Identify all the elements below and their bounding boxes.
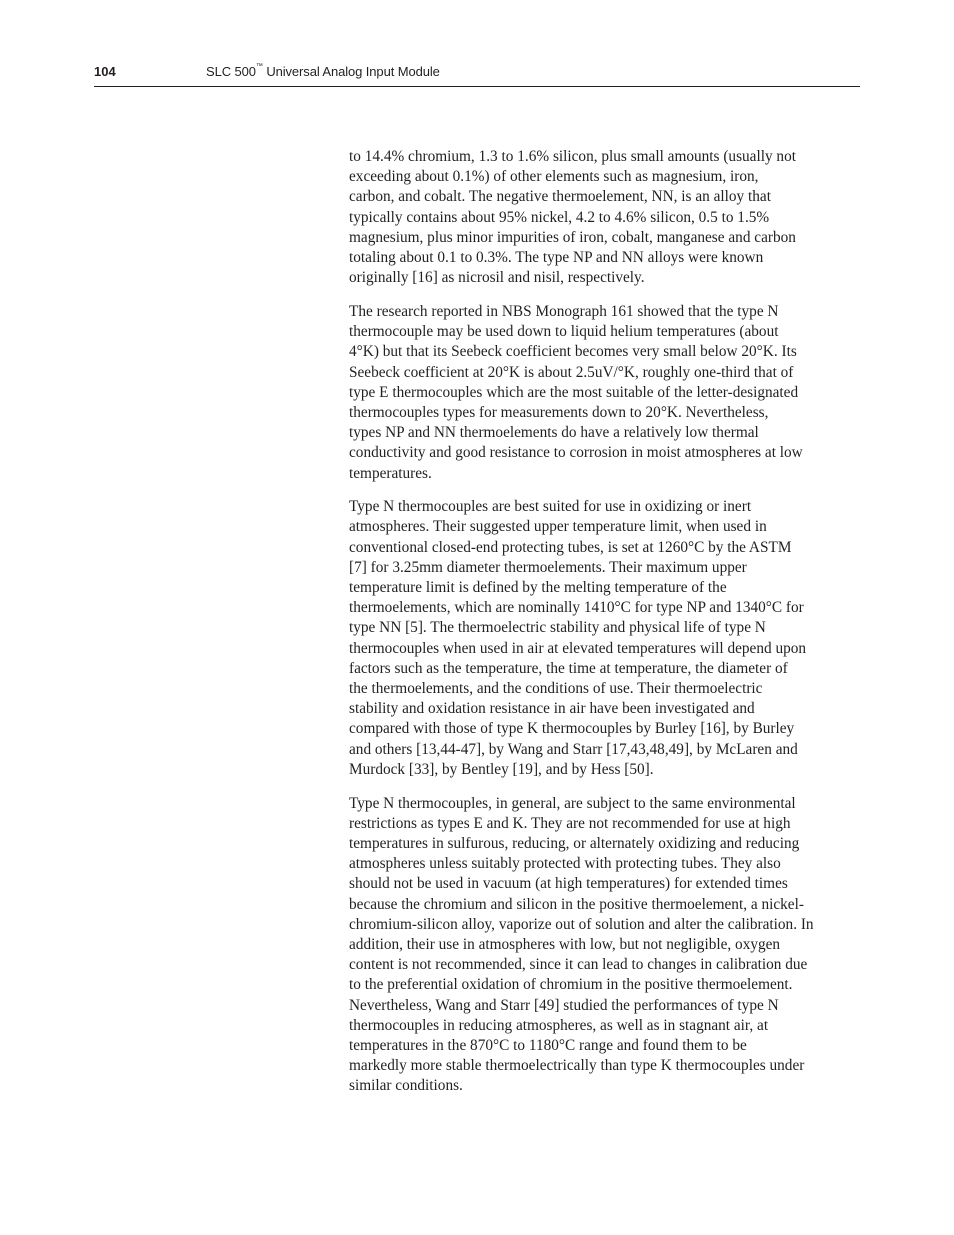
paragraph-4: Type N thermocouples, in general, are subject to the same environmental restrictions as types E and K. They are not recommended for use at high temperatures in sulfurous, reducing, or alternately oxidizing and reducing atmospheres unless suitably protected with protecting tubes. They also should not be used in vacuum (at high temperatures) for extended times because the chromium and silicon in the positive thermoelement, a nickel- chromium-silicon alloy, vaporize out of solution and alter the calibration. In addition, their use in atmospheres with low, but not negligible, oxygen content is not recommended, since it can lead to changes in calibration due to the preferential oxidation of chromium in the positive thermoelement. Nevertheless, Wang and Starr [49] studied the performances of type N thermocouples in reducing atmospheres, as well as in stagnant air, at temperatures in the 870°C to 1180°C range and found them to be markedly more stable thermoelectrically than type K thermocouples under similar conditions. — [349, 794, 814, 1095]
page-number: 104 — [94, 64, 116, 79]
page-header — [94, 62, 860, 87]
paragraph-3: Type N thermocouples are best suited for use in oxidizing or inert atmospheres. Their suggested upper temperature limit, when used in conventional closed-end protecting tubes, is set at 1260°C by the ASTM [7] for 3.25mm diameter thermoelements. Their maximum upper temperature limit is defined by the melting temperature of the thermoelements, which are nominally 1410°C for type NP and 1340°C for type NN [5]. The thermoelectric stability and physical life of type N thermocouples when used in air at elevated temperatures will depend upon factors such as the temperature, the time at temperature, the diameter of the thermoelements, and the conditions of use. Their thermoelectric stability and oxidation resistance in air have been investigated and compared with those of type K thermocouples by Burley [16], by Burley and others [13,44-47], by Wang and Starr [17,43,48,49], by McLaren and Murdock [33], by Bentley [19], and by Hess [50]. — [349, 498, 807, 778]
body-text — [349, 147, 861, 1110]
paragraph-2: The research reported in NBS Monograph 161 showed that the type N thermocouple may be used down to liquid helium temperatures (about 4°K) but that its Seebeck coefficient becomes very small below 20°K. Its Seebeck coefficient at 20°K is about 2.5uV/°K, roughly one-third that of type E thermocouples which are the most suitable of the letter-designated thermocouples types for measurements down to 20°K. Nevertheless, types NP and NN thermoelements do have a relatively low thermal conductivity and good resistance to corrosion in moist atmospheres at low temperatures. — [349, 302, 803, 482]
running-title-rest: Universal Analog Input Module — [262, 64, 440, 79]
running-title — [206, 64, 440, 79]
paragraph-1: to 14.4% chromium, 1.3 to 1.6% silicon, plus small amounts (usually not exceeding about 0.1%) of other elements such as magnesium, iron, carbon, and cobalt. The negative thermoelement, NN, is an alloy that typically contains about 95% nickel, 4.2 to 4.6% silicon, 0.5 to 1.5% magnesium, plus minor impurities of iron, cobalt, manganese and carbon totaling about 0.1 to 0.3%. The type NP and NN alloys were known originally [16] as nicrosil and nisil, respectively. — [349, 148, 796, 287]
running-title-main: SLC 500 — [206, 64, 256, 79]
trademark-symbol: ™ — [255, 63, 263, 70]
